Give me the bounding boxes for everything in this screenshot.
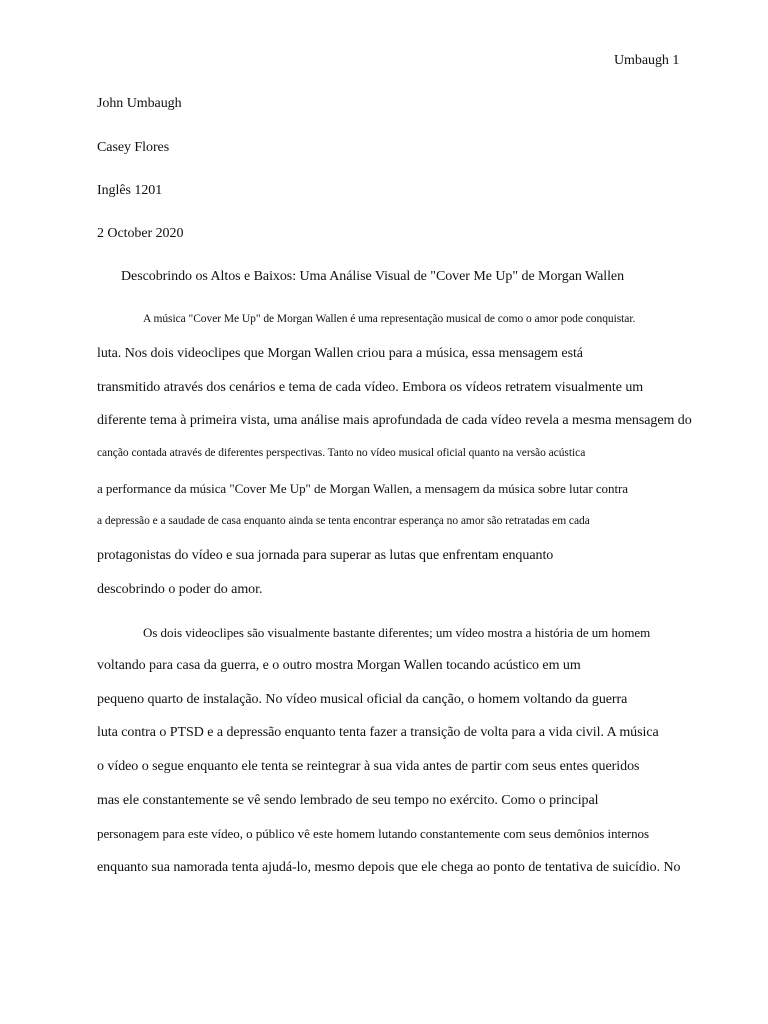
essay-title: Descobrindo os Altos e Baixos: Uma Análise Visual de "Cover Me Up" de Morgan Wallen bbox=[121, 269, 625, 284]
paragraph-line: mas ele constantemente se vê sendo lembrado de seu tempo no exército. Como o principal bbox=[97, 793, 599, 808]
paragraph-line: descobrindo o poder do amor. bbox=[97, 582, 263, 597]
essay-date: 2 October 2020 bbox=[97, 226, 184, 241]
paragraph-line: luta contra o PTSD e a depressão enquanto tenta fazer a transição de volta para a vida civil. A música bbox=[97, 725, 659, 740]
paragraph-line: canção contada através de diferentes perspectivas. Tanto no vídeo musical oficial quanto na versão acústica bbox=[97, 447, 586, 459]
paragraph-line: a performance da música "Cover Me Up" de Morgan Wallen, a mensagem da música sobre lutar contra bbox=[97, 481, 629, 496]
instructor-name: Casey Flores bbox=[97, 140, 170, 155]
paragraph-line: protagonistas do vídeo e sua jornada para superar as lutas que enfrentam enquanto bbox=[97, 548, 554, 563]
paragraph-line: pequeno quarto de instalação. No vídeo musical oficial da canção, o homem voltando da guerra bbox=[97, 692, 628, 707]
running-head: Umbaugh 1 bbox=[614, 53, 680, 68]
course-name: Inglês 1201 bbox=[97, 183, 163, 198]
paragraph-line: A música "Cover Me Up" de Morgan Wallen é uma representação musical de como o amor pode conquistar. bbox=[143, 313, 636, 325]
paragraph-line: enquanto sua namorada tenta ajudá-lo, mesmo depois que ele chega ao ponto de tentativa de suicídio. No bbox=[97, 860, 681, 875]
paragraph-line: luta. Nos dois videoclipes que Morgan Wallen criou para a música, essa mensagem está bbox=[97, 346, 583, 361]
paragraph-line: transmitido através dos cenários e tema de cada vídeo. Embora os vídeos retratem visualmente um bbox=[97, 380, 644, 395]
paragraph-line: diferente tema à primeira vista, uma análise mais aprofundada de cada vídeo revela a mesma mensagem do bbox=[97, 413, 692, 428]
paragraph-line: Os dois videoclipes são visualmente bastante diferentes; um vídeo mostra a história de um homem bbox=[143, 625, 651, 640]
author-name: John Umbaugh bbox=[97, 96, 182, 111]
paragraph-line: o vídeo o segue enquanto ele tenta se reintegrar à sua vida antes de partir com seus entes queridos bbox=[97, 759, 640, 774]
paragraph-line: voltando para casa da guerra, e o outro mostra Morgan Wallen tocando acústico em um bbox=[97, 658, 581, 673]
paragraph-line: a depressão e a saudade de casa enquanto ainda se tenta encontrar esperança no amor são retratadas em cada bbox=[97, 515, 590, 527]
paragraph-line: personagem para este vídeo, o público vê este homem lutando constantemente com seus demônios internos bbox=[97, 826, 649, 841]
